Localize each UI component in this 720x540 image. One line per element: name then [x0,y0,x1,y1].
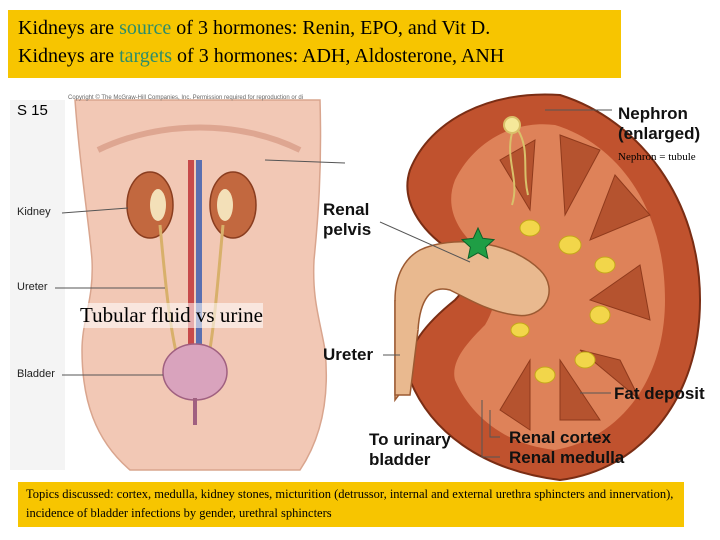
renal-pelvis-line2: pelvis [323,220,372,239]
nephron-label-line1: Nephron [618,104,688,123]
nephron-label [618,104,700,144]
to-bladder-line1: To urinary [369,430,451,449]
renal-medulla-label: Renal medulla [509,448,625,467]
header-line-2-prefix: Kidneys are [18,45,120,67]
footer-box: Topics discussed: cortex, medulla, kidney stones, micturition (detrussor, internal and external urethra sphincters and innervation), incidence of bladder infections by gender, urethral sphincters [18,482,684,527]
right-kidney-hilum [217,189,233,221]
tubular-fluid-text: Tubular fluid vs urine [80,303,263,327]
header-line-1-prefix: Kidneys are [18,17,120,39]
ureter-small-label: Ureter [17,281,48,293]
ureter-large-label: Ureter [323,345,374,364]
left-kidney-hilum [150,189,166,221]
bladder-label: Bladder [17,368,55,380]
fat-deposit-label: Fat deposit [614,384,705,403]
header-line-1 [18,14,613,42]
source-highlight: source [119,17,172,39]
to-bladder-line2: bladder [369,450,431,469]
aorta [188,160,194,360]
nephron-note: Nephron = tubule [618,151,696,163]
nephron-label-line2: (enlarged) [618,124,701,143]
to-bladder-label [369,430,451,470]
renal-pelvis-label [323,200,371,240]
renal-cortex-label: Renal cortex [509,428,612,447]
header-line-2 [18,42,613,70]
header-box [8,10,621,78]
renal-pelvis-line1: Renal [323,200,370,219]
kidney-label: Kidney [17,206,51,218]
targets-highlight: targets [119,45,173,67]
slide-number: S 15 [17,102,48,119]
header-line-1-suffix: of 3 hormones: Renin, EPO, and Vit D. [171,17,491,39]
copyright-notice: Copyright © The McGraw-Hill Companies, Inc. Permission required for reproduction or di [68,95,304,101]
vena-cava [196,160,202,360]
bladder-shape [163,344,227,400]
header-line-2-suffix: of 3 hormones: ADH, Aldosterone, ANH [172,45,505,67]
